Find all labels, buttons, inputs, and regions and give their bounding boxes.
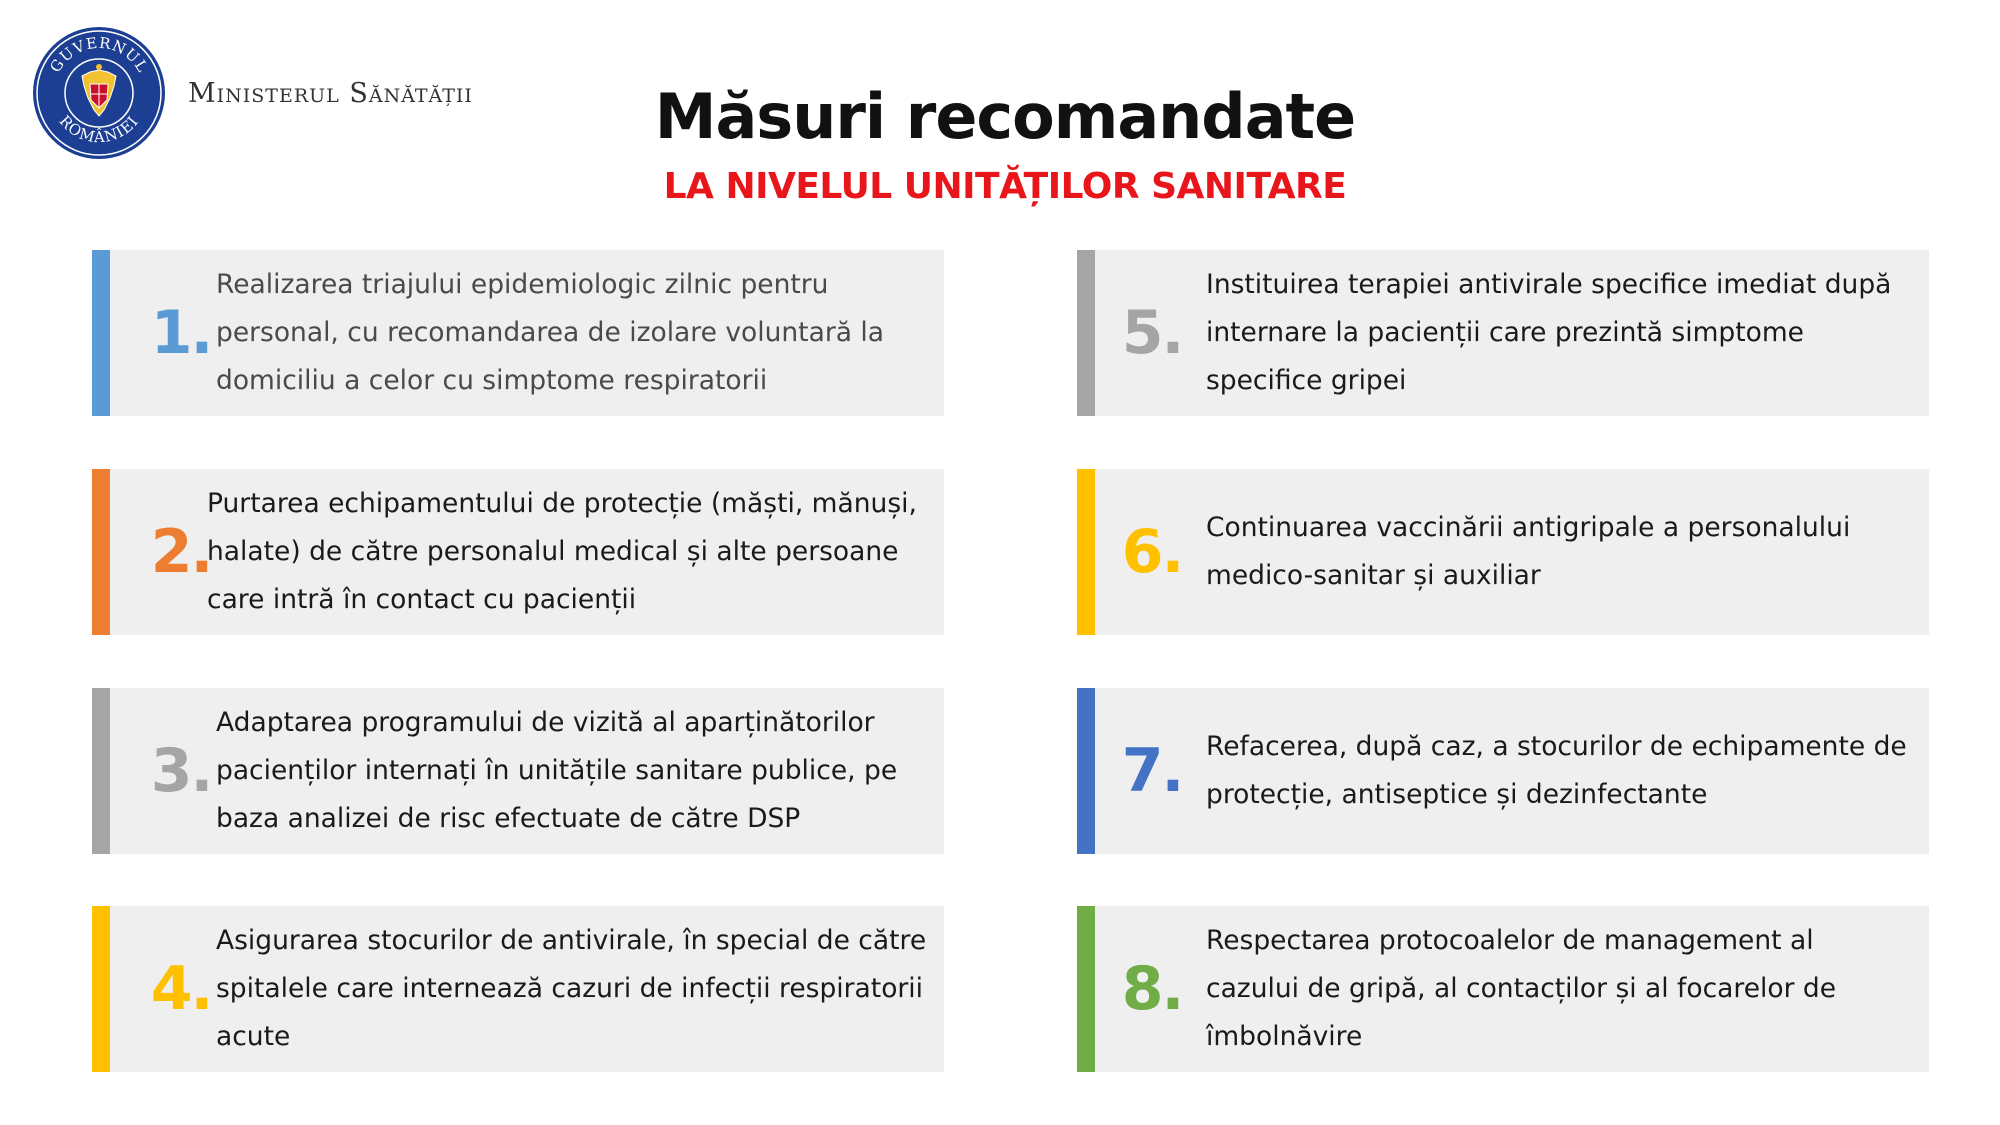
measure-accent-bar — [1077, 688, 1095, 854]
measure-accent-bar — [92, 250, 110, 416]
measure-number: 6. — [1121, 517, 1183, 587]
measure-card-3 — [92, 688, 944, 854]
measure-card-5 — [1077, 250, 1929, 416]
measure-card-2 — [92, 469, 944, 635]
ministry-name: Ministerul Sănătății — [188, 78, 473, 109]
measure-number: 5. — [1121, 298, 1183, 368]
measure-card-4 — [92, 906, 944, 1072]
measure-text: Refacerea, după caz, a stocurilor de echipamente de protecție, antiseptice și dezinfectante — [1206, 731, 1907, 810]
measure-number: 3. — [150, 736, 212, 806]
measure-number: 8. — [1121, 954, 1183, 1024]
measure-text: Realizarea triajului epidemiologic zilnic pentru personal, cu recomandarea de izolare voluntară la domiciliu a celor cu simptome respiratorii — [216, 269, 884, 396]
measure-card-8 — [1077, 906, 1929, 1072]
measure-text: Respectarea protocoalelor de management al cazului de gripă, al contacților și al focarelor de îmbolnăvire — [1206, 925, 1837, 1052]
measure-text: Purtarea echipamentului de protecție (măști, mănuși, halate) de către personalul medical și alte persoane care intră în contact cu pacienții — [207, 488, 917, 615]
logo-text-bottom: ROMÂNIEI — [55, 111, 143, 147]
measure-number: 1. — [150, 298, 212, 368]
measure-accent-bar — [92, 906, 110, 1072]
measure-text: Instituirea terapiei antivirale specifice imediat după internare la pacienții care prezintă simptome specifice gripei — [1206, 269, 1892, 396]
measure-number: 4. — [150, 954, 212, 1024]
measure-text: Continuarea vaccinării antigripale a personalului medico-sanitar și auxiliar — [1206, 512, 1851, 591]
measure-accent-bar — [1077, 906, 1095, 1072]
measure-card-7 — [1077, 688, 1929, 854]
logo-text-top: GUVERNUL — [46, 33, 152, 76]
page-title: Măsuri recomandate — [654, 80, 1356, 153]
page-subtitle: LA NIVELUL UNITĂȚILOR SANITARE — [663, 166, 1347, 207]
measure-text: Adaptarea programului de vizită al aparținătorilor pacienților internați în unitățile sanitare publice, pe baza analizei de risc efectuate de către DSP — [216, 707, 898, 834]
measure-card-1 — [92, 250, 944, 416]
measure-number: 7. — [1121, 736, 1183, 806]
measure-card-6 — [1077, 469, 1929, 635]
measure-accent-bar — [92, 688, 110, 854]
measure-accent-bar — [1077, 250, 1095, 416]
measure-accent-bar — [92, 469, 110, 635]
measure-text: Asigurarea stocurilor de antivirale, în special de către spitalele care internează cazuri de infecții respiratorii acute — [216, 925, 927, 1052]
measure-accent-bar — [1077, 469, 1095, 635]
measure-number: 2. — [150, 517, 212, 587]
